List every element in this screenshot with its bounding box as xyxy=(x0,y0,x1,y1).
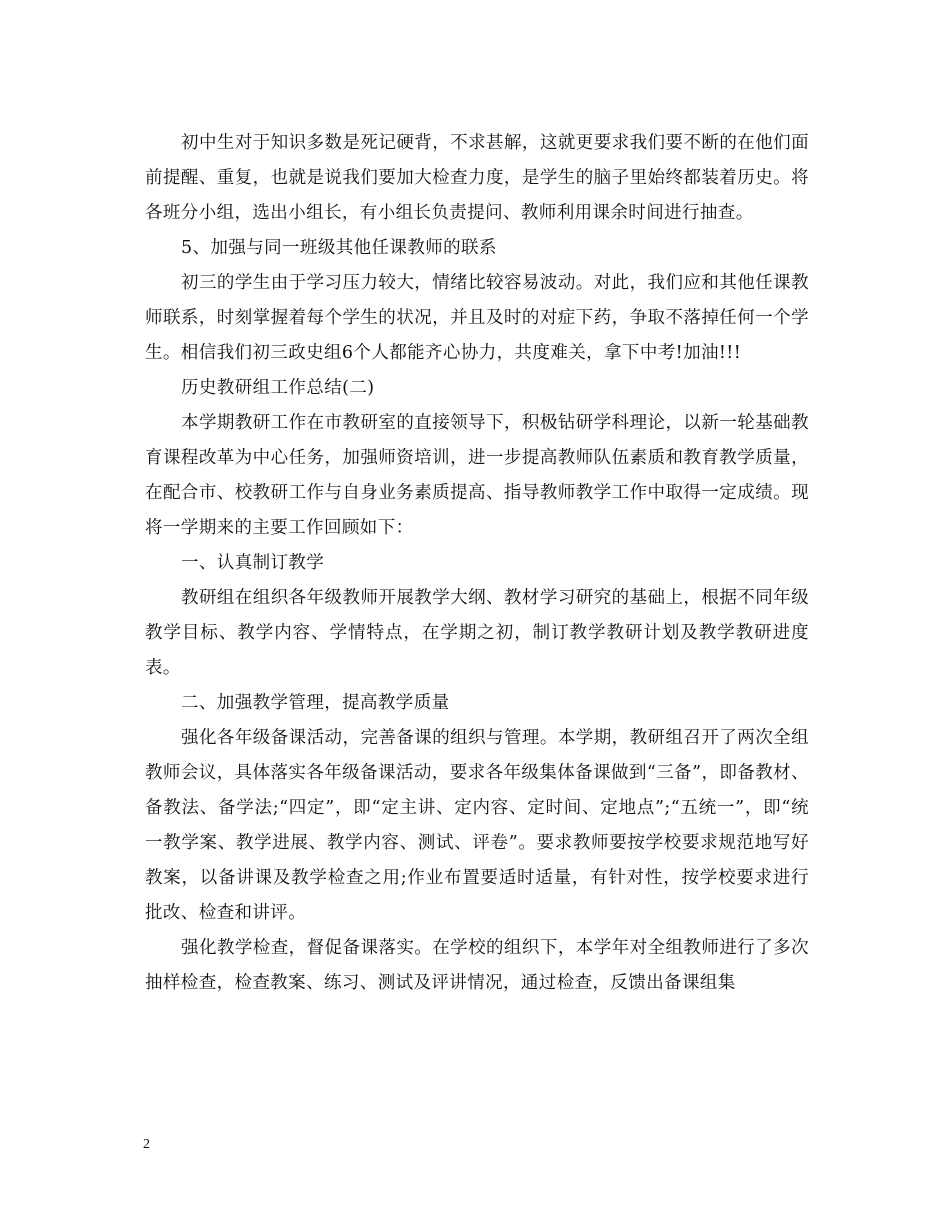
section-heading-summary-two: 历史教研组工作总结(二) xyxy=(181,378,375,398)
paragraph-memorization: 初中生对于知识多数是死记硬背，不求甚解，这就更要求我们要不断的在他们面前提醒、重复，也就是说我们要加大检查力度，是学生的脑子里始终都装着历史。将各班分小组，选出小组长，有小组长负责提问、教师利用课余时间进行抽查。 xyxy=(145,133,809,223)
section-heading-teaching-management: 二、加强教学管理，提高教学质量 xyxy=(181,693,450,713)
paragraph-lesson-preparation: 强化各年级备课活动，完善备课的组织与管理。本学期，教研组召开了两次全组教师会议，具体落实各年级备课活动，要求各年级集体备课做到“三备”，即备教材、备教法、备学法;“四定”，即“定主讲、定内容、定时间、定地点”;“五统一”，即“统一教学案、教学进展、教学内容、测试、评卷”。要求教师要按学校要求规范地写好教案，以备讲课及教学检查之用;作业布置要适时适量，有针对性，按学校要求进行批改、检查和讲评。 xyxy=(145,728,809,923)
section-heading-teacher-contact: 5、加强与同一班级其他任课教师的联系 xyxy=(181,238,497,258)
section-heading-teaching-plan: 一、认真制订教学 xyxy=(181,553,325,573)
page-number: 2 xyxy=(143,1137,150,1152)
document-body xyxy=(145,126,809,1001)
paragraph-teaching-inspection: 强化教学检查，督促备课落实。在学校的组织下，本学年对全组教师进行了多次抽样检查，检查教案、练习、测试及评讲情况，通过检查，反馈出备课组集 xyxy=(145,938,809,993)
paragraph-semester-overview: 本学期教研工作在市教研室的直接领导下，积极钻研学科理论，以新一轮基础教育课程改革为中心任务，加强师资培训，进一步提高教师队伍素质和教育教学质量，在配合市、校教研工作与自身业务素质提高、指导教师教学工作中取得一定成绩。现将一学期来的主要工作回顾如下： xyxy=(145,413,809,538)
paragraph-grade-three-students: 初三的学生由于学习压力较大，情绪比较容易波动。对此，我们应和其他任课教师联系，时刻掌握着每个学生的状况，并且及时的对症下药，争取不落掉任何一个学生。相信我们初三政史组6个人都能齐心协力，共度难关，拿下中考!加油!!! xyxy=(145,273,809,363)
paragraph-teaching-plan: 教研组在组织各年级教师开展教学大纲、教材学习研究的基础上，根据不同年级教学目标、教学内容、学情特点，在学期之初，制订教学教研计划及教学教研进度表。 xyxy=(145,588,809,678)
